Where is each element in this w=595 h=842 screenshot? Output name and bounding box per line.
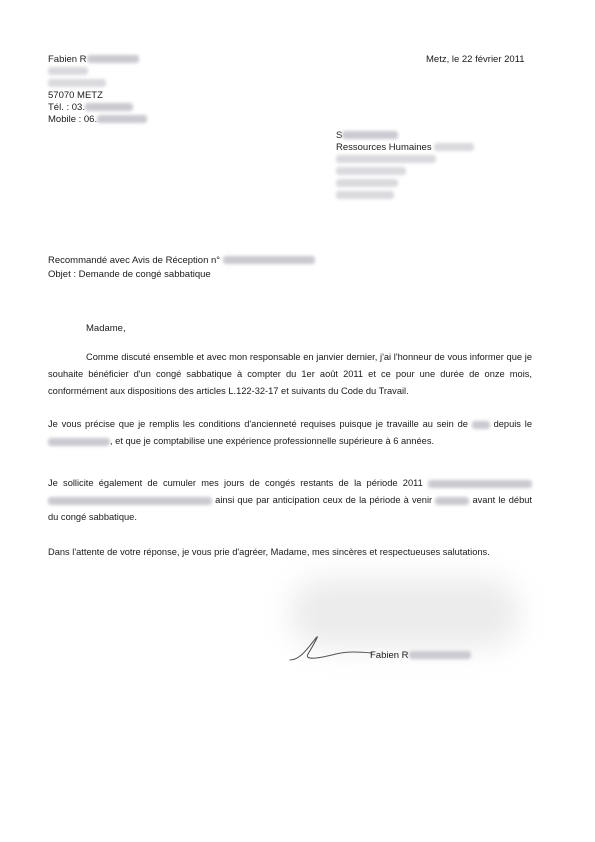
registered-mail-label: Recommandé avec Avis de Réception n° [48, 255, 221, 266]
recipient-initial: S [336, 130, 343, 141]
redacted-tracking-number [223, 256, 315, 264]
paragraph-3-text: ainsi que par anticipation ceux de la période à venir [215, 495, 433, 505]
registered-mail-line [48, 255, 315, 267]
signature-stroke-icon [286, 630, 376, 666]
paragraph-2-text: depuis le [493, 419, 532, 429]
redacted-address-line [48, 79, 106, 87]
redacted-date [48, 438, 110, 446]
redacted-phone [85, 103, 133, 111]
redacted-company [434, 143, 474, 151]
signature-name: Fabien R [370, 650, 409, 661]
sender-block [48, 54, 147, 126]
paragraph-1: Comme discuté ensemble et avec mon responsable en janvier dernier, j'ai l'honneur de vous informer que je souhaite bénéficier d'un congé sabbatique à compter du 1er août 2011 et ce pour une durée de onze mois, conformément aux dispositions des articles L.122-32-17 et suivants du Code du Travail. [48, 352, 532, 396]
redacted-address-line [336, 167, 406, 175]
sender-phone: Tél. : 03. [48, 102, 85, 113]
redacted-address-line [48, 67, 88, 75]
paragraph-4: Dans l'attente de votre réponse, je vous prie d'agréer, Madame, mes sincères et respectueuses salutations. [48, 547, 490, 557]
recipient-block [336, 130, 474, 202]
sender-name: Fabien R [48, 54, 87, 65]
redacted-address-line [336, 155, 436, 163]
sender-mobile: Mobile : 06. [48, 114, 98, 125]
sender-city: 57070 METZ [48, 90, 103, 101]
redacted-company [472, 421, 490, 429]
recipient-department: Ressources Humaines [336, 142, 432, 153]
subject-line: Objet : Demande de congé sabbatique [48, 269, 211, 280]
paragraph-2 [48, 416, 532, 450]
salutation: Madame, [86, 323, 126, 334]
redacted-details [435, 497, 469, 505]
signature-block [370, 650, 471, 662]
paragraph-3 [48, 475, 532, 526]
redacted-details [48, 497, 212, 505]
redacted-details [428, 480, 532, 488]
redacted-surname [87, 55, 139, 63]
redacted-mobile [97, 115, 147, 123]
paragraph-3-text: avant le début du congé sabbatique. [48, 495, 532, 522]
paragraph-2-text: , et que je comptabilise une expérience professionnelle supérieure à 6 années. [110, 436, 435, 446]
redacted-surname [409, 651, 471, 659]
paragraph-3-text: Je sollicite également de cumuler mes jours de congés restants de la période 2011 [48, 478, 423, 488]
letter-date: Metz, le 22 février 2011 [426, 54, 525, 65]
redacted-address-line [336, 191, 394, 199]
redacted-recipient-name [342, 131, 398, 139]
redacted-address-line [336, 179, 398, 187]
paragraph-2-text: Je vous précise que je remplis les conditions d'ancienneté requises puisque je travaille au sein de [48, 419, 468, 429]
